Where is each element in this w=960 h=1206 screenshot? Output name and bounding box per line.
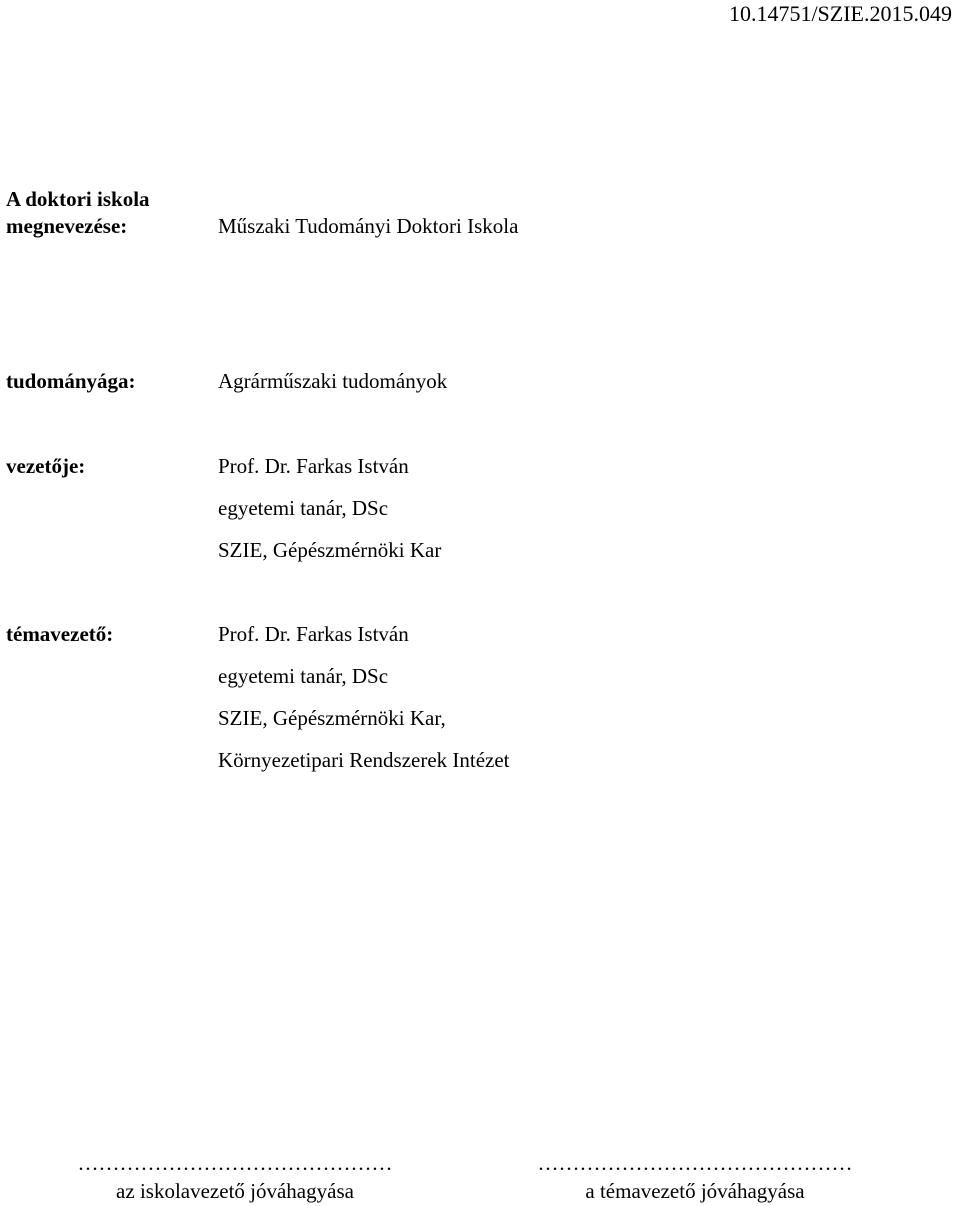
supervisor-approval (520, 1150, 870, 1206)
head-name: Prof. Dr. Farkas István (218, 454, 409, 478)
field-label: tudományága: (6, 369, 136, 393)
supervisor-title: egyetemi tanár, DSc (218, 664, 389, 688)
doi-identifier: 10.14751/SZIE.2015.049 (728, 1, 952, 26)
head-label: vezetője: (6, 454, 86, 478)
signature-caption: az iskolavezető jóváhagyása (116, 1179, 354, 1203)
school-label-line2: megnevezése: (6, 214, 128, 238)
signature-line: ……………………………………… (77, 1151, 393, 1175)
head-affiliation: SZIE, Gépészmérnöki Kar (218, 538, 442, 562)
signature-line: ……………………………………… (537, 1151, 853, 1175)
head-title: egyetemi tanár, DSc (218, 496, 389, 520)
field-value: Agrárműszaki tudományok (218, 369, 448, 393)
school-label-line1: A doktori iskola (6, 187, 150, 211)
school-name: Műszaki Tudományi Doktori Iskola (218, 214, 519, 238)
supervisor-label: témavezető: (6, 622, 114, 646)
supervisor-affiliation: SZIE, Gépészmérnöki Kar, (218, 706, 446, 730)
supervisor-name: Prof. Dr. Farkas István (218, 622, 409, 646)
signature-caption: a témavezető jóváhagyása (585, 1179, 805, 1203)
supervisor-institute: Környezetipari Rendszerek Intézet (218, 748, 510, 772)
school-head-approval (60, 1150, 410, 1206)
